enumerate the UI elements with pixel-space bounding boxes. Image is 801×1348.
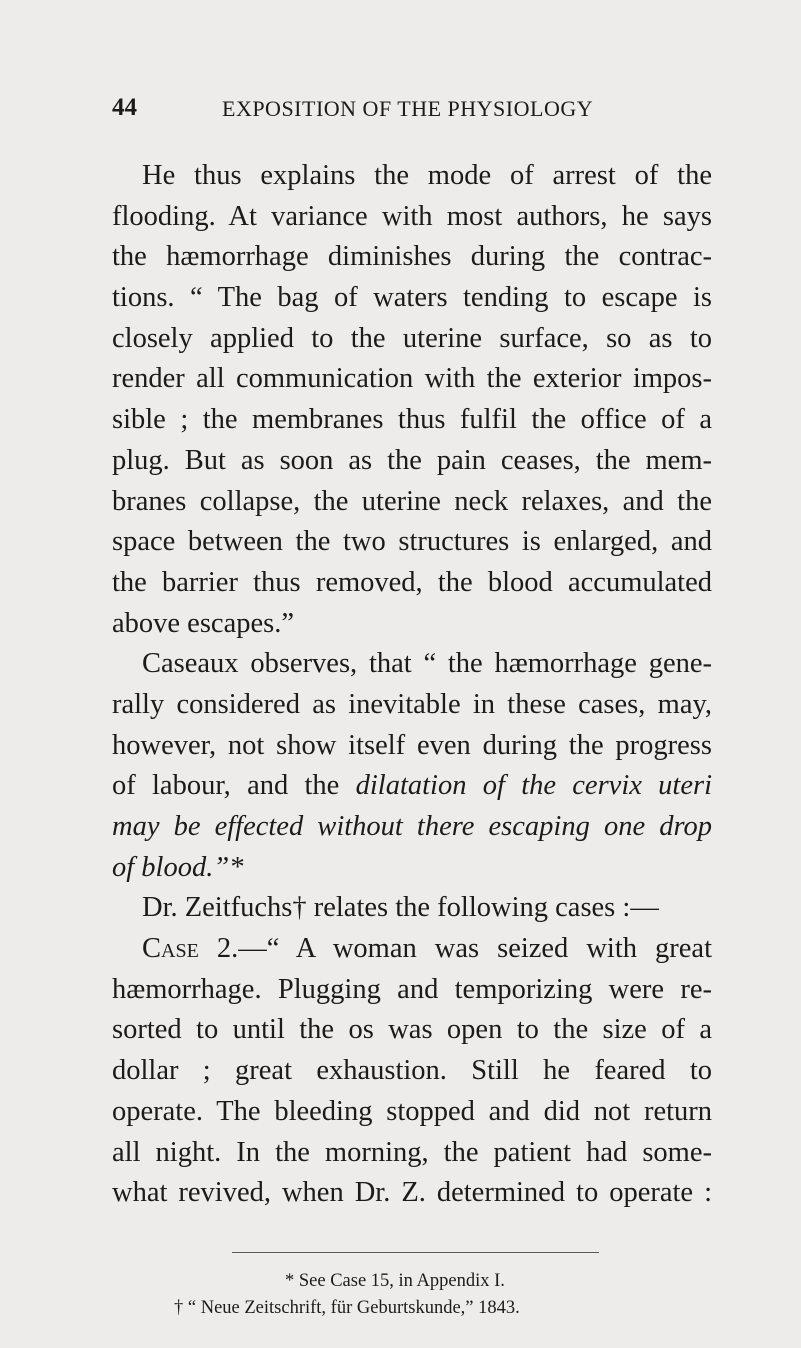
- text-line: of blood.”*: [112, 851, 244, 883]
- footnotes: [112, 1268, 712, 1322]
- footnote: * See Case 15, in Appendix I.: [285, 1271, 505, 1291]
- italic-segment: dilatation of the cervix uteri: [355, 770, 712, 802]
- text-line: all night. In the morning, the patient had some-: [112, 1136, 712, 1168]
- text-line: plug. But as soon as the pain ceases, the mem-: [112, 444, 712, 476]
- case-heading-line: [112, 929, 712, 970]
- text-line: flooding. At variance with most authors, he says: [112, 200, 712, 232]
- text-segment: of labour, and the: [112, 770, 340, 802]
- text-line: rally considered as inevitable in these cases, may,: [112, 688, 712, 720]
- page-number: 44: [112, 94, 137, 121]
- text-line: operate. The bleeding stopped and did not return: [112, 1095, 712, 1127]
- case-label: Case: [142, 933, 199, 965]
- text-line: the barrier thus removed, the blood accumulated: [112, 566, 712, 598]
- text-line: hæmorrhage. Plugging and temporizing were re-: [112, 973, 712, 1005]
- text-line: however, not show itself even during the progress: [112, 729, 712, 761]
- text-line: the hæmorrhage diminishes during the contrac-: [112, 241, 712, 273]
- text-line: sible ; the membranes thus fulfil the office of a: [112, 404, 712, 436]
- text-line: Caseaux observes, that “ the hæmorrhage gene-: [142, 648, 712, 680]
- text-line: sorted to until the os was open to the size of a: [112, 1014, 712, 1046]
- text-line: above escapes.”: [112, 607, 294, 639]
- text-line: tions. “ The bag of waters tending to escape is: [112, 282, 712, 314]
- text-line: may be effected without there escaping one drop: [112, 811, 712, 842]
- text-line: Dr. Zeitfuchs† relates the following cases :—: [142, 892, 659, 924]
- text-line: branes collapse, the uterine neck relaxes, and the: [112, 485, 712, 517]
- text-line: He thus explains the mode of arrest of the: [142, 160, 712, 191]
- footnote-divider: [232, 1252, 599, 1253]
- page-header: [112, 94, 632, 130]
- text-line: render all communication with the exterior impos-: [112, 363, 712, 395]
- body-text: [112, 156, 712, 1214]
- footnote: † “ Neue Zeitschrift, für Geburtskunde,” 1843.: [174, 1298, 520, 1318]
- text-line-mixed: [112, 766, 712, 807]
- text-line: space between the two structures is enlarged, and: [112, 526, 712, 558]
- text-line: dollar ; great exhaustion. Still he feared to: [112, 1055, 712, 1087]
- running-head: EXPOSITION OF THE PHYSIOLOGY: [222, 96, 594, 121]
- text-line: what revived, when Dr. Z. determined to operate :: [112, 1177, 712, 1209]
- text-line: closely applied to the uterine surface, so as to: [112, 322, 712, 354]
- text-segment: 2.—“ A woman was seized with great: [198, 933, 712, 965]
